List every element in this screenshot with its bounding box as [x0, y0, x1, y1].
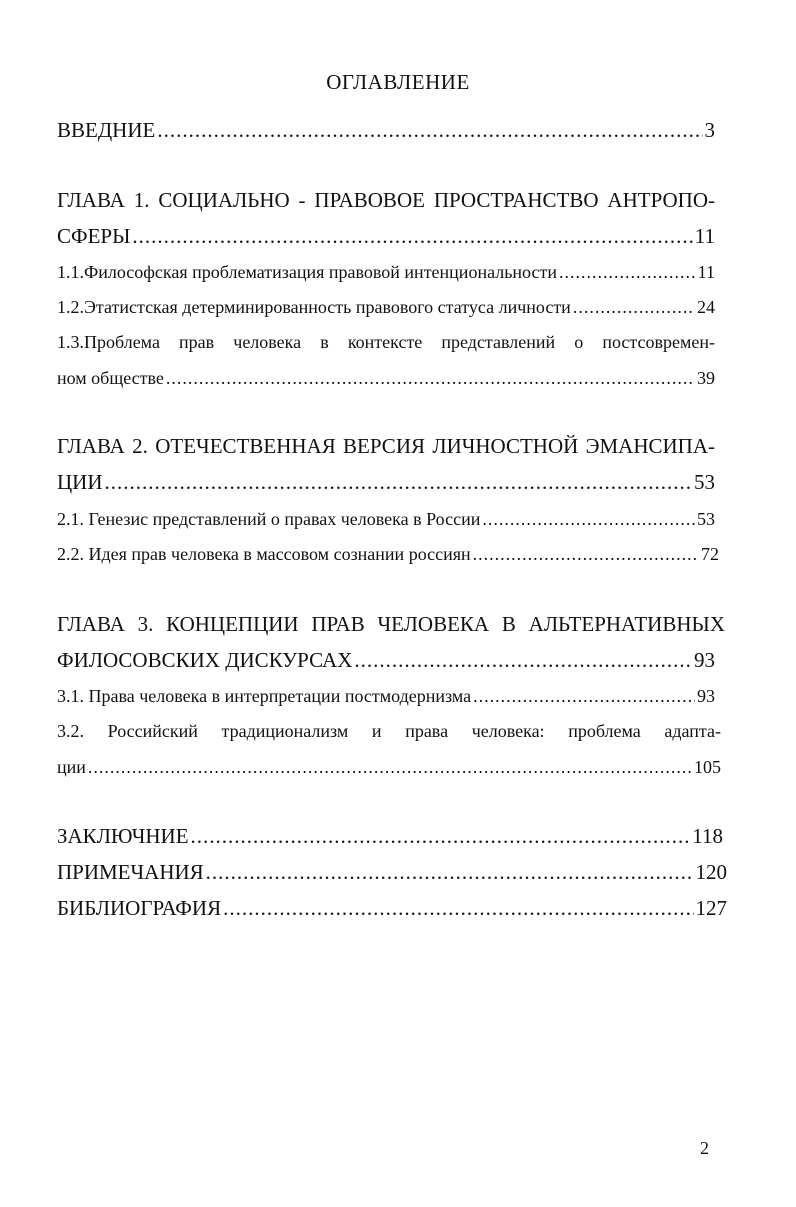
toc-label: БИБЛИОГРАФИЯ	[57, 896, 222, 920]
toc-label: 3.1. Права человека в интерпретации постмодернизма	[57, 686, 472, 706]
dot-leader	[559, 258, 696, 286]
dot-leader	[105, 468, 693, 496]
chapter-1-title: ГЛАВА 1. СОЦИАЛЬНО - ПРАВОВОЕ ПРОСТРАНСТВО АНТРОПО-	[57, 188, 715, 212]
toc-page-number: 127	[695, 896, 727, 920]
toc-label: ции	[57, 757, 86, 777]
toc-page-number: 11	[697, 262, 715, 282]
dot-leader	[473, 682, 695, 710]
toc-page-number: 105	[694, 757, 721, 777]
toc-label: 1.2.Этатистская детерминированность правового статуса личности	[57, 297, 571, 317]
toc-entry-3-1	[57, 682, 715, 710]
toc-page-number: 118	[692, 824, 723, 848]
dot-leader	[206, 858, 694, 886]
toc-entry-1-3-line1: 1.3.Проблема прав человека в контексте представлений о постсовремен-	[57, 332, 715, 352]
toc-label: СФЕРЫ	[57, 224, 131, 248]
dot-leader	[482, 505, 695, 533]
toc-label: 2.2. Идея прав человека в массовом сознании россиян	[57, 544, 471, 564]
dot-leader	[166, 364, 695, 392]
toc-entry-2-1	[57, 505, 715, 533]
toc-entry-2-2	[57, 540, 719, 568]
toc-page-number: 93	[694, 648, 715, 672]
page-title: ОГЛАВЛЕНИЕ	[326, 70, 470, 94]
toc-entry-chapter-1	[57, 222, 715, 250]
toc-entry-notes	[57, 858, 727, 886]
toc-label: ном обществе	[57, 368, 164, 388]
toc-label: ФИЛОСОВСКИХ ДИСКУРСАХ	[57, 648, 353, 672]
toc-entry-1-2	[57, 293, 715, 321]
toc-entry-3-2-line1: 3.2. Российский традиционализм и права человека: проблема адапта-	[57, 721, 721, 741]
dot-leader	[573, 293, 695, 321]
toc-entry-bibliography	[57, 894, 727, 922]
toc-page-number: 53	[694, 470, 715, 494]
dot-leader	[191, 822, 691, 850]
toc-page-number: 53	[697, 509, 715, 529]
dot-leader	[132, 222, 692, 250]
toc-entry-chapter-2	[57, 468, 715, 496]
toc-entry-1-1	[57, 258, 715, 286]
chapter-2-title: ГЛАВА 2. ОТЕЧЕСТВЕННАЯ ВЕРСИЯ ЛИЧНОСТНОЙ ЭМАНСИПА-	[57, 434, 715, 458]
toc-entry-3-2	[57, 753, 721, 781]
toc-label: ЦИИ	[57, 470, 103, 494]
toc-label: ЗАКЛЮЧНИЕ	[57, 824, 189, 848]
toc-page-number: 11	[694, 224, 715, 248]
dot-leader	[88, 753, 692, 781]
toc-entry-1-3	[57, 364, 715, 392]
toc-label: ПРИМЕЧАНИЯ	[57, 860, 204, 884]
toc-entry-conclusion	[57, 822, 723, 850]
toc-label: 1.1.Философская проблематизация правовой интенциональности	[57, 262, 557, 282]
toc-page-number: 24	[697, 297, 715, 317]
toc-page-number: 120	[695, 860, 727, 884]
dot-leader	[354, 646, 692, 674]
chapter-3-title: ГЛАВА 3. КОНЦЕПЦИИ ПРАВ ЧЕЛОВЕКА В АЛЬТЕРНАТИВНЫХ	[57, 612, 725, 636]
toc-label: 2.1. Генезис представлений о правах человека в России	[57, 509, 481, 529]
page-number: 2	[700, 1138, 709, 1158]
dot-leader	[473, 540, 699, 568]
toc-page-number: 72	[701, 544, 719, 564]
toc-page-number: 39	[697, 368, 715, 388]
dot-leader	[223, 894, 693, 922]
toc-page-number: 93	[697, 686, 715, 706]
toc-entry-chapter-3	[57, 646, 715, 674]
dot-leader	[157, 116, 702, 144]
toc-label: ВВЕДНИЕ	[57, 118, 156, 142]
toc-page-number: 3	[704, 118, 715, 142]
toc-entry-intro	[57, 116, 715, 144]
